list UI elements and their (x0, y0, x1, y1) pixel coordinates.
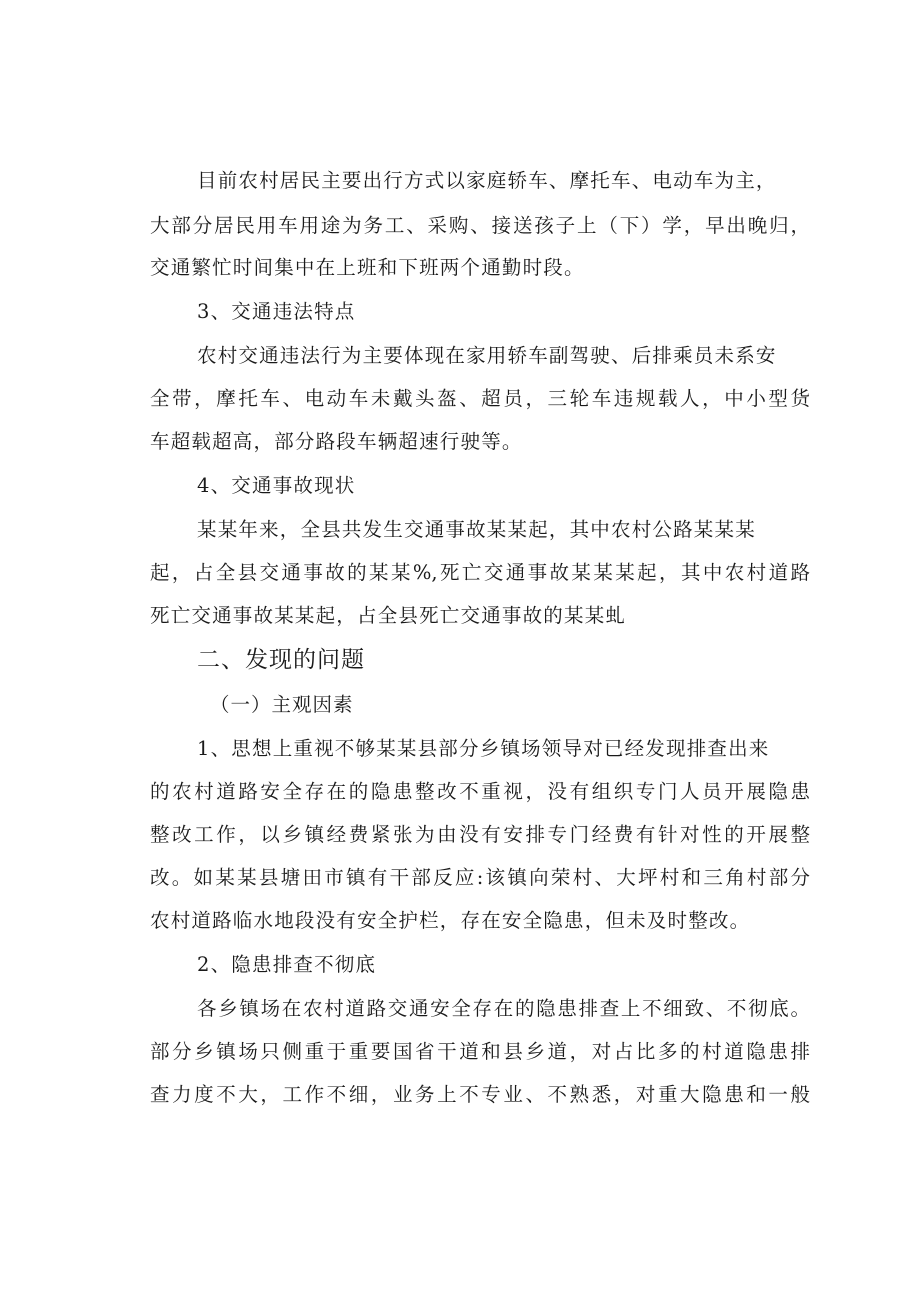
paragraph-4-line-3: 整改工作，以乡镇经费紧张为由没有安排专门经费有针对性的开展整 (150, 823, 810, 846)
paragraph-5-line-3: 查力度不大，工作不细，业务上不专业、不熟悉，对重大隐患和一般 (150, 1083, 810, 1106)
item-heading-4: 4、交通事故现状 (197, 474, 356, 497)
paragraph-3-line-2: 起，占全县交通事故的某某%,死亡交通事故某某某起，其中农村道路 (150, 561, 810, 584)
paragraph-2-line-2: 全带，摩托车、电动车未戴头盔、超员，三轮车违规载人，中小型货 (150, 387, 810, 410)
paragraph-1-line-2: 大部分居民用车用途为务工、采购、接送孩子上（下）学，早出晚归， (150, 214, 810, 237)
paragraph-5-line-2: 部分乡镇场只侧重于重要国省干道和县乡道，对占比多的村道隐患排 (150, 1040, 810, 1063)
paragraph-4-line-2: 的农村道路安全存在的隐患整改不重视，没有组织专门人员开展隐患 (150, 780, 810, 803)
paragraph-5-line-1: 各乡镇场在农村道路交通安全存在的隐患排查上不细致、不彻底。 (197, 997, 810, 1020)
paragraph-1-line-3: 交通繁忙时间集中在上班和下班两个通勤时段。 (150, 256, 585, 279)
item-heading-2: 2、隐患排查不彻底 (197, 953, 377, 976)
paragraph-3-line-1: 某某年来，全县共发生交通事故某某起，其中农村公路某某某 (197, 518, 756, 541)
paragraph-4-line-5: 农村道路临水地段没有安全护栏，存在安全隐患，但未及时整改。 (150, 909, 751, 932)
paragraph-4-line-1: 1、思想上重视不够某某县部分乡镇场领导对已经发现排查出来 (197, 737, 770, 760)
paragraph-4-line-4: 改。如某某县塘田市镇有干部反应:该镇向荣村、大坪村和三角村部分 (150, 866, 810, 889)
item-heading-3: 3、交通违法特点 (197, 300, 356, 323)
paragraph-2-line-3: 车超载超高，部分路段车辆超速行驶等。 (150, 430, 523, 453)
subsection-heading: （一）主观因素 (210, 693, 354, 716)
paragraph-1-line-1: 目前农村居民主要出行方式以家庭轿车、摩托车、电动车为主， (197, 169, 777, 192)
section-heading: 二、发现的问题 (197, 647, 365, 673)
paragraph-2-line-1: 农村交通违法行为主要体现在家用轿车副驾驶、后排乘员未系安 (197, 344, 777, 367)
paragraph-3-line-3: 死亡交通事故某某起，占全县死亡交通事故的某某虬 (150, 604, 627, 627)
